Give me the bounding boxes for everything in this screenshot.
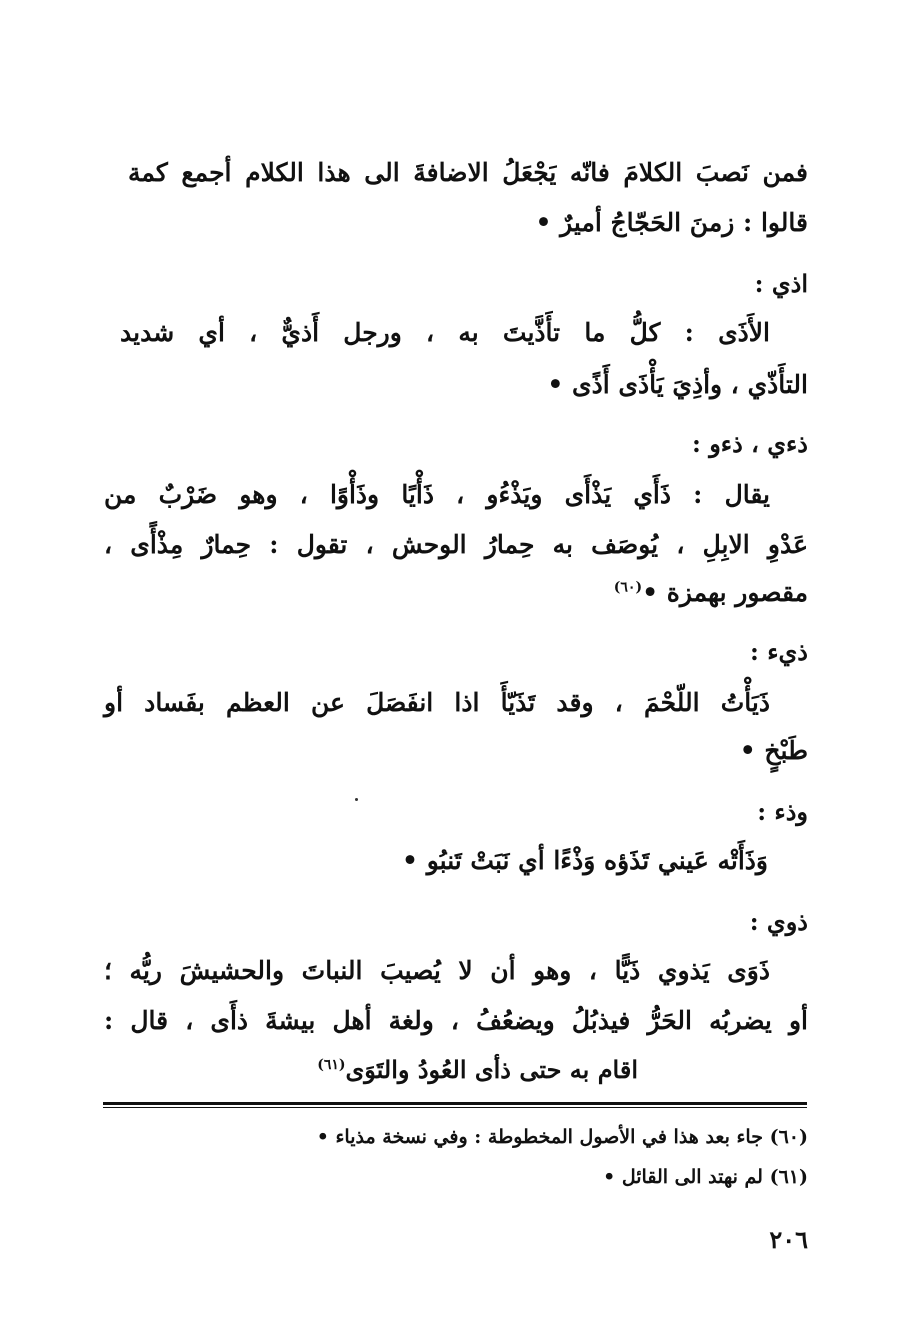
paragraph-line: الأَذَى : كلُّ ما تأَذَّيتَ به ، ورجل أَذيٌّ ، أي شديد [120,318,770,347]
entry-heading: ذوي : [749,907,808,936]
footnote-ref: (٦٠) [613,579,643,596]
paragraph-line: ذَوَى يَذوي ذَيًّا ، وهو أن لا يُصيبَ النباتَ والحشيشَ ريُّه ؛ [104,956,770,985]
footnote-number: (٦٠) [769,1126,808,1148]
footnote-number: (٦١) [769,1166,808,1188]
paragraph-line [614,580,808,605]
paragraph-line: قالوا : زمنَ الحَجّاجُ أميرٌ • [535,208,808,237]
paragraph-text: مقصور بهمزة • [642,578,808,607]
verse-text: اقام به حتى ذأى العُودُ والتَوَى [345,1055,638,1084]
footnote-ref: (٦١) [317,1057,346,1073]
page-number: ٢٠٦ [769,1225,808,1254]
paragraph-line: يقال : ذَأَي يَذْأَى ويَذْءُو ، ذَأْيًا وذَأْوًا ، وهو ضَرْبٌ من [104,480,770,509]
footnote-divider [103,1102,807,1108]
poetry-verse [317,1055,638,1084]
paragraph-line: فمن نَصبَ الكلامَ فانّه يَجْعَلُ الاضافةَ الى هذا الكلام أجمع كمة [128,158,808,187]
footnote [317,1128,808,1147]
paragraph-line: التأَذّي ، وأذِيَ يَأْذَى أَذًى • [547,370,808,399]
footnote [603,1168,808,1187]
scan-speck [355,798,358,801]
entry-heading: ذيء : [750,637,808,666]
entry-heading: اذي : [754,269,808,298]
paragraph-line: طَبْخٍ • [739,736,808,765]
paragraph-line: عَدْوِ الابِلِ ، يُوصَف به حِمارُ الوحش ، تقول : حِمارٌ مِذْأًى ، [104,530,808,559]
entry-heading: ذءي ، ذءو : [692,429,808,458]
paragraph-line: ذَيَأْتُ اللّحْمَ ، وقد تَذَيّأَ اذا انفَصَلَ عن العظم بفَساد أو [104,688,770,717]
paragraph-line: أو يضربُه الحَرُّ فيذبُلُ ويضعُفُ ، ولغة أهل بيشةَ ذأَى ، قال : [104,1006,808,1035]
paragraph-line: وَذَأَتْه عَيني تَذَؤه وَذْءًا أي نَبَتْ تَنبُو • [402,846,768,875]
footnote-text: جاء بعد هذا في الأصول المخطوطة : وفي نسخة مذياء • [316,1126,763,1148]
footnote-text: لم نهتد الى القائل • [603,1166,763,1188]
entry-heading: وذء : [757,797,808,826]
